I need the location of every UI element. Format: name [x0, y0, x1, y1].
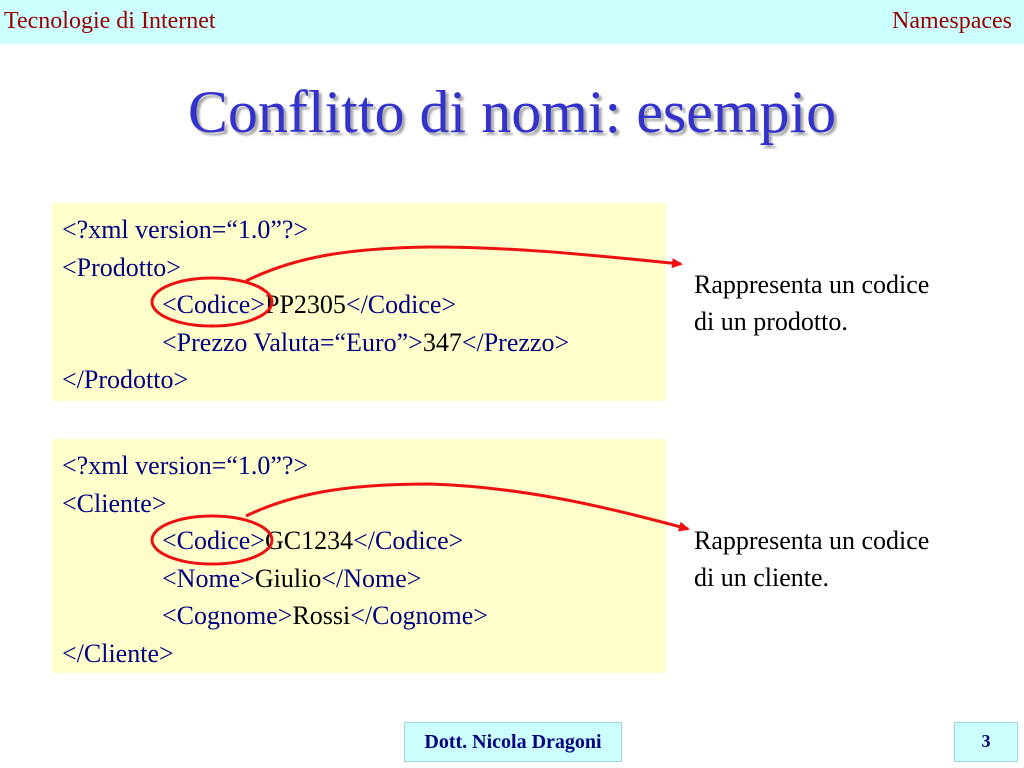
codice-value: GC1234	[264, 526, 354, 555]
course-title: Tecnologie di Internet	[4, 8, 216, 34]
cognome-open-tag: <Cognome>	[162, 601, 293, 630]
cognome-line	[52, 597, 666, 635]
codice-open-tag: <Codice>	[162, 526, 265, 555]
xml-declaration: <?xml version=“1.0”?>	[62, 215, 309, 244]
cliente-close-tag: </Cliente>	[62, 638, 174, 668]
section-title: Namespaces	[892, 8, 1012, 34]
note-cliente	[694, 522, 994, 596]
codice-close-tag: </Codice>	[345, 290, 457, 319]
nome-line	[52, 560, 666, 598]
xml-example-cliente	[52, 439, 666, 673]
codice-value: PP2305	[264, 290, 346, 319]
note-cliente-line2: di un cliente.	[694, 563, 830, 592]
cognome-close-tag: </Cognome>	[350, 601, 488, 630]
cognome-value: Rossi	[292, 601, 351, 630]
nome-close-tag: </Nome>	[321, 563, 422, 593]
slide-header	[0, 0, 1024, 44]
note-cliente-line1: Rappresenta un codice	[694, 526, 930, 555]
nome-open-tag: <Nome>	[162, 563, 255, 593]
prezzo-line	[52, 324, 666, 362]
prodotto-open-tag: <Prodotto>	[62, 252, 181, 282]
prezzo-value: 347	[422, 327, 462, 357]
nome-value: Giulio	[254, 563, 322, 593]
codice-line	[52, 522, 666, 560]
author-label: Dott. Nicola Dragoni	[404, 722, 622, 762]
codice-line	[52, 286, 666, 324]
prezzo-open-tag: <Prezzo Valuta=“Euro”>	[162, 327, 423, 357]
page-number: 3	[954, 722, 1018, 762]
slide-title: Conflitto di nomi: esempio	[187, 79, 837, 145]
prodotto-close-tag: </Prodotto>	[62, 365, 189, 394]
note-prodotto-line1: Rappresenta un codice	[694, 270, 930, 299]
prezzo-close-tag: </Prezzo>	[461, 327, 570, 357]
codice-close-tag: </Codice>	[353, 526, 464, 555]
xml-example-prodotto	[52, 203, 666, 401]
note-prodotto	[694, 266, 994, 340]
cliente-open-tag: <Cliente>	[62, 488, 167, 518]
xml-declaration: <?xml version=“1.0”?>	[62, 451, 309, 480]
codice-open-tag: <Codice>	[162, 290, 265, 319]
note-prodotto-line2: di un prodotto.	[694, 307, 848, 336]
